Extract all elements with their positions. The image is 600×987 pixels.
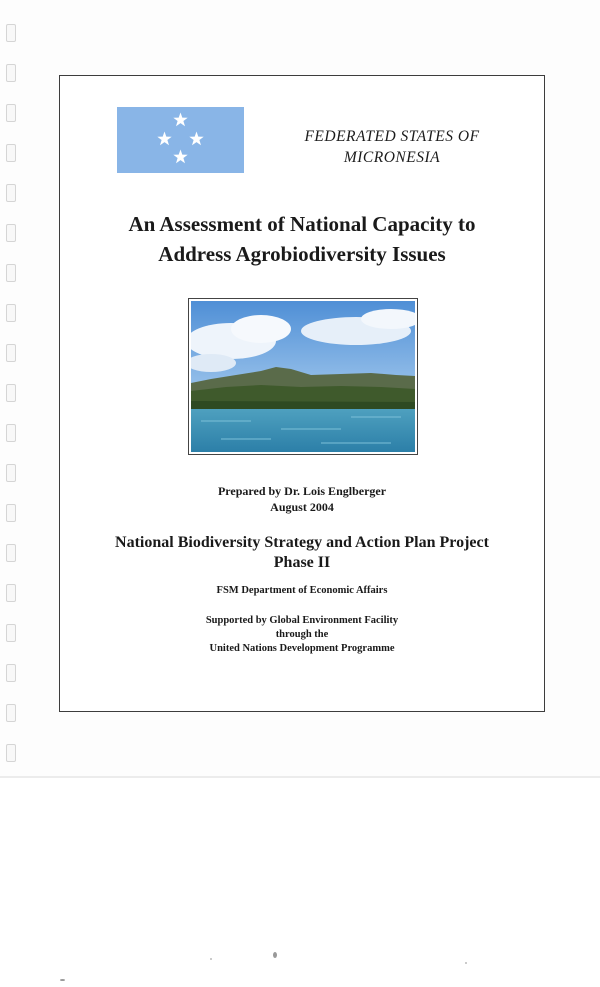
binding-hole: [6, 344, 16, 362]
sheet-edge: [0, 776, 600, 778]
country-line-1: FEDERATED STATES OF: [304, 128, 480, 145]
binding-hole: [6, 104, 16, 122]
department: FSM Department of Economic Affairs: [216, 585, 388, 596]
prepared-by: Prepared by Dr. Lois Englberger: [217, 484, 387, 498]
binding-hole: [6, 384, 16, 402]
country-name: [272, 126, 512, 168]
publication-date: August 2004: [270, 500, 334, 514]
water: [191, 409, 415, 452]
project-line-2: Phase II: [273, 554, 331, 571]
support-line-3: United Nations Development Programme: [209, 643, 395, 654]
document-title: [60, 209, 544, 269]
scan-speck: [273, 952, 277, 958]
binding-hole: [6, 224, 16, 242]
spiral-binding: [6, 24, 20, 764]
binding-hole: [6, 624, 16, 642]
project-line-1: National Biodiversity Strategy and Action Plan Project: [115, 534, 489, 551]
binding-hole: [6, 24, 16, 42]
island-landscape-photo: [188, 298, 418, 455]
binding-hole: [6, 264, 16, 282]
binding-hole: [6, 464, 16, 482]
binding-hole: [6, 424, 16, 442]
country-line-2: MICRONESIA: [343, 149, 441, 166]
binding-hole: [6, 744, 16, 762]
binding-hole: [6, 64, 16, 82]
micronesia-flag-image: [117, 107, 244, 173]
title-line-2: Address Agrobiodiversity Issues: [158, 242, 446, 266]
binding-hole: [6, 584, 16, 602]
project-block: [60, 533, 544, 573]
binding-hole: [6, 184, 16, 202]
scan-speck: [210, 958, 212, 960]
support-block: [60, 614, 544, 656]
binding-hole: [6, 304, 16, 322]
title-line-1: An Assessment of National Capacity to: [128, 212, 476, 236]
scan-speck: [465, 962, 467, 964]
binding-hole: [6, 504, 16, 522]
support-line-2: through the: [275, 629, 329, 640]
binding-hole: [6, 704, 16, 722]
author-block: [60, 483, 544, 515]
binding-hole: [6, 664, 16, 682]
cover-frame: [59, 75, 545, 712]
cloud: [231, 315, 291, 343]
scan-speck: [60, 979, 65, 981]
binding-hole: [6, 544, 16, 562]
binding-hole: [6, 144, 16, 162]
support-line-1: Supported by Global Environment Facility: [205, 615, 399, 626]
